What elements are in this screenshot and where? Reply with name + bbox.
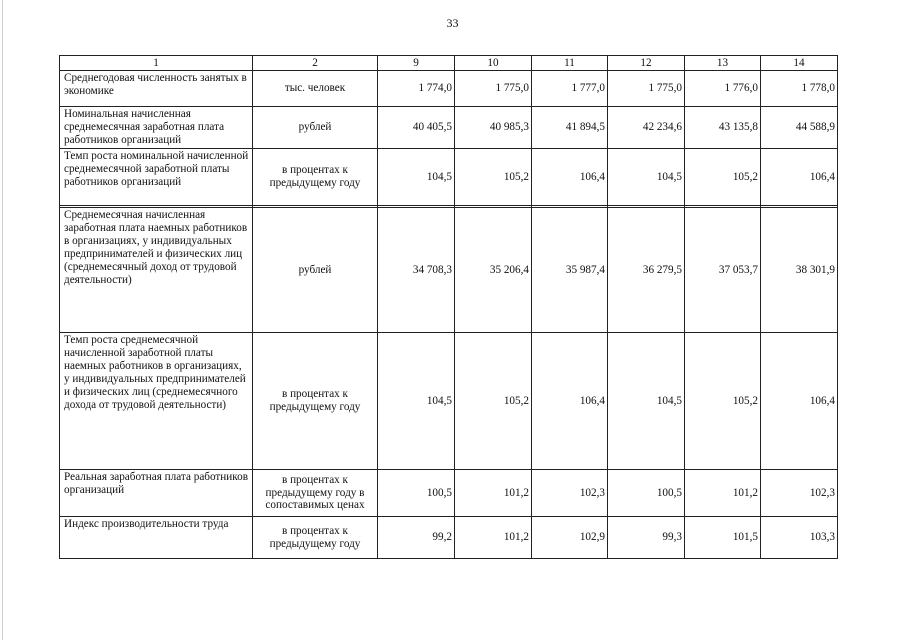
table-row: [60, 208, 838, 333]
value-cell: 1 774,0: [378, 71, 455, 107]
value-cell: 38 301,9: [761, 208, 838, 333]
value-cell: 44 588,9: [761, 107, 838, 149]
value-cell: 34 708,3: [378, 208, 455, 333]
col-header-indicator: 1: [60, 56, 253, 71]
value-cell: 104,5: [608, 149, 685, 206]
value-cell: 105,2: [685, 333, 761, 470]
value-cell: 42 234,6: [608, 107, 685, 149]
value-cell: 101,2: [685, 470, 761, 517]
table-row: [60, 107, 838, 149]
unit-cell: в процентах к предыдущему году: [253, 517, 378, 559]
value-cell: 106,4: [761, 149, 838, 206]
unit-cell: в процентах к предыдущему году: [253, 149, 378, 206]
value-cell: 1 776,0: [685, 71, 761, 107]
value-cell: 100,5: [378, 470, 455, 517]
table-row: [60, 149, 838, 206]
value-cell: 99,3: [608, 517, 685, 559]
value-cell: 40 985,3: [455, 107, 532, 149]
value-cell: 1 775,0: [455, 71, 532, 107]
unit-cell: в процентах к предыдущему году в сопоставимых ценах: [253, 470, 378, 517]
col-header-unit: 2: [253, 56, 378, 71]
value-cell: 36 279,5: [608, 208, 685, 333]
header-row: [60, 56, 838, 71]
value-cell: 106,4: [761, 333, 838, 470]
indicator-cell: Темп роста среднемесячной начисленной заработной платы наемных работников в организациях, у индивидуальных предпринимателей и физических лиц (среднемесячного дохода от трудовой деятельности): [60, 333, 253, 470]
page-left-edge: [2, 0, 3, 640]
value-cell: 41 894,5: [532, 107, 608, 149]
value-cell: 1 777,0: [532, 71, 608, 107]
unit-cell: тыс. человек: [253, 71, 378, 107]
unit-cell: рублей: [253, 107, 378, 149]
col-header-year: 14: [761, 56, 838, 71]
value-cell: 1 775,0: [608, 71, 685, 107]
col-header-year: 13: [685, 56, 761, 71]
value-cell: 105,2: [455, 149, 532, 206]
page-number: 33: [446, 16, 459, 30]
value-cell: 104,5: [378, 149, 455, 206]
value-cell: 106,4: [532, 333, 608, 470]
value-cell: 102,3: [761, 470, 838, 517]
table-row: [60, 517, 838, 559]
value-cell: 106,4: [532, 149, 608, 206]
unit-cell: рублей: [253, 208, 378, 333]
value-cell: 37 053,7: [685, 208, 761, 333]
value-cell: 105,2: [455, 333, 532, 470]
col-header-year: 10: [455, 56, 532, 71]
col-header-year: 12: [608, 56, 685, 71]
value-cell: 101,5: [685, 517, 761, 559]
value-cell: 35 206,4: [455, 208, 532, 333]
value-cell: 40 405,5: [378, 107, 455, 149]
indicator-cell: Реальная заработная плата работников организаций: [60, 470, 253, 517]
value-cell: 35 987,4: [532, 208, 608, 333]
value-cell: 99,2: [378, 517, 455, 559]
value-cell: 104,5: [378, 333, 455, 470]
value-cell: 101,2: [455, 470, 532, 517]
value-cell: 104,5: [608, 333, 685, 470]
value-cell: 100,5: [608, 470, 685, 517]
value-cell: 102,3: [532, 470, 608, 517]
col-header-year: 11: [532, 56, 608, 71]
col-header-year: 9: [378, 56, 455, 71]
indicator-cell: Среднемесячная начисленная заработная плата наемных работников в организациях, у индивидуальных предпринимателей и физических лиц (среднемесячный доход от трудовой деятельности): [60, 208, 253, 333]
indicator-cell: Номинальная начисленная среднемесячная заработная плата работников организаций: [60, 107, 253, 149]
value-cell: 101,2: [455, 517, 532, 559]
table-row: [60, 333, 838, 470]
unit-cell: в процентах к предыдущему году: [253, 333, 378, 470]
value-cell: 105,2: [685, 149, 761, 206]
table-row: [60, 71, 838, 107]
value-cell: 102,9: [532, 517, 608, 559]
table-row: [60, 470, 838, 517]
indicator-cell: Индекс производительности труда: [60, 517, 253, 559]
forecast-table: [59, 55, 838, 559]
indicator-cell: Среднегодовая численность занятых в экономике: [60, 71, 253, 107]
value-cell: 1 778,0: [761, 71, 838, 107]
value-cell: 103,3: [761, 517, 838, 559]
value-cell: 43 135,8: [685, 107, 761, 149]
indicator-cell: Темп роста номинальной начисленной среднемесячной заработной платы работников организаций: [60, 149, 253, 206]
